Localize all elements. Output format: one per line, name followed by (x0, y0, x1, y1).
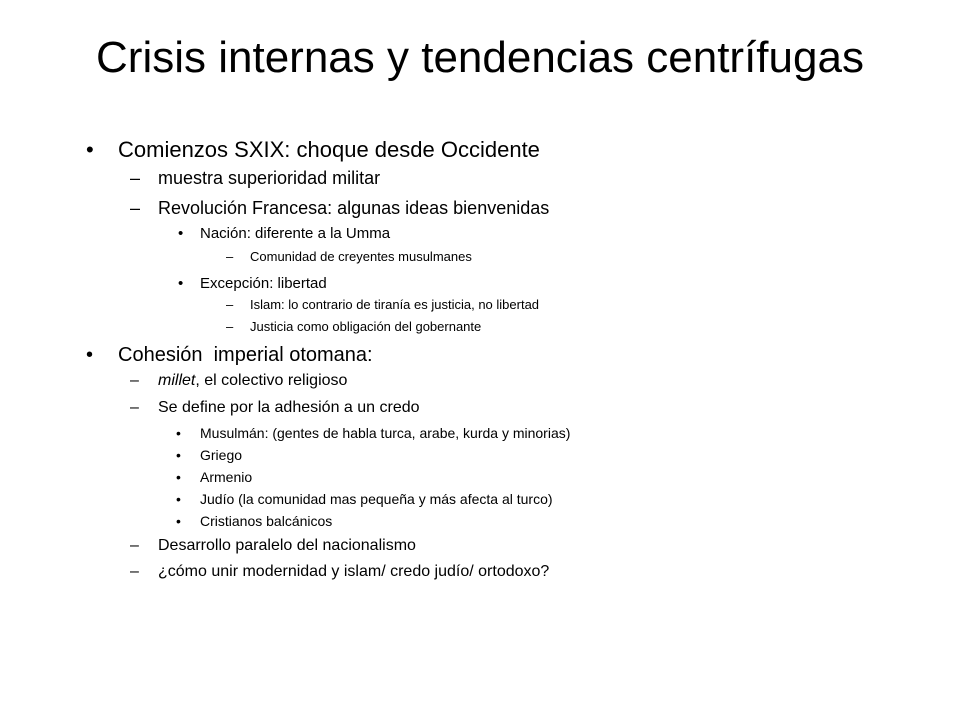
slide-title: Crisis internas y tendencias centrífugas (96, 33, 864, 82)
bullet-marker: • (176, 425, 181, 441)
sub-sub-bullet-text: Nación: diferente a la Umma (200, 225, 391, 242)
dash-marker: – (130, 198, 141, 218)
detail-text: Islam: lo contrario de tiranía es justicia, no libertad (250, 297, 540, 312)
dash-marker: – (130, 372, 139, 389)
sub-sub-bullet-text: Excepción: libertad (200, 275, 327, 292)
bullet-marker: • (176, 513, 181, 529)
sub-sub-bullet-text: Judío (la comunidad mas pequeña y más afecta al turco) (200, 491, 553, 507)
sub-sub-bullet-text: Musulmán: (gentes de habla turca, arabe, kurda y minorias) (200, 425, 571, 441)
bullet-marker: • (86, 137, 94, 162)
millet-definition: , el colectivo religioso (195, 372, 348, 389)
bullet-text: Cohesión imperial otomana: (118, 344, 373, 366)
sub-bullet-text: Revolución Francesa: algunas ideas bienvenidas (158, 198, 550, 218)
dash-marker: – (130, 537, 139, 554)
bullet-marker: • (176, 447, 181, 463)
dash-marker: – (130, 168, 141, 188)
detail-text: Justicia como obligación del gobernante (250, 319, 482, 334)
dash-marker: – (226, 249, 234, 264)
sub-bullet-text (158, 371, 347, 391)
bullet-marker: • (86, 344, 94, 366)
sub-sub-bullet-text: Griego (200, 447, 243, 463)
sub-bullet-text: muestra superioridad militar (158, 168, 381, 188)
bullet-marker: • (176, 491, 181, 507)
bullet-marker: • (176, 469, 181, 485)
sub-bullet-text: Se define por la adhesión a un credo (158, 399, 420, 416)
millet-term: millet (158, 372, 196, 389)
sub-bullet-text: Desarrollo paralelo del nacionalismo (158, 537, 416, 554)
bullet-marker: • (178, 225, 184, 242)
dash-marker: – (226, 297, 234, 312)
dash-marker: – (130, 563, 139, 580)
dash-marker: – (226, 319, 234, 334)
sub-bullet-text: ¿cómo unir modernidad y islam/ credo judío/ ortodoxo? (158, 563, 550, 580)
bullet-marker: • (178, 275, 184, 292)
sub-sub-bullet-text: Cristianos balcánicos (200, 513, 333, 529)
detail-text: Comunidad de creyentes musulmanes (250, 249, 472, 264)
sub-sub-bullet-text: Armenio (200, 469, 253, 485)
bullet-text: Comienzos SXIX: choque desde Occidente (118, 137, 540, 162)
dash-marker: – (130, 399, 139, 416)
